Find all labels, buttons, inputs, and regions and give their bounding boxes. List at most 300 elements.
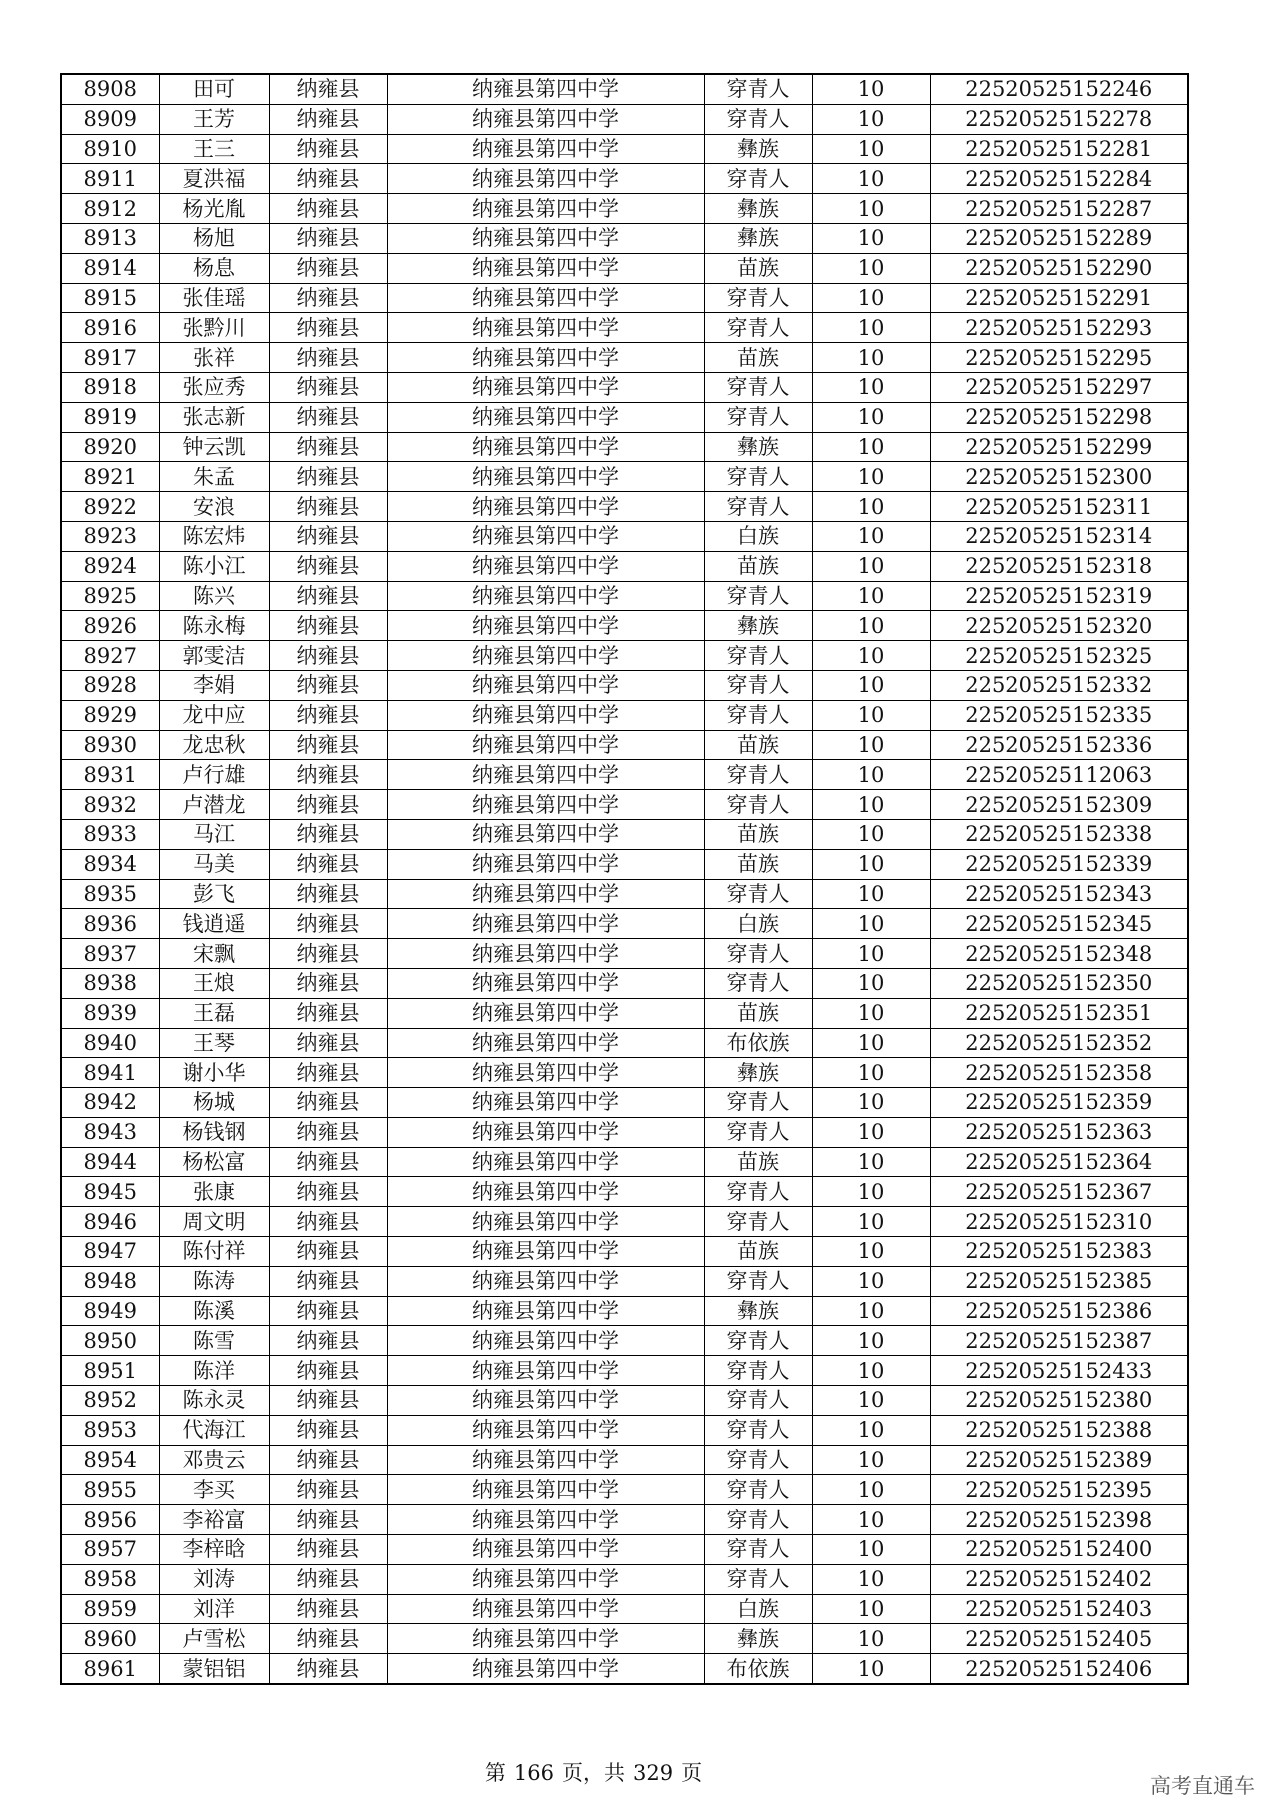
row-number-cell: 8917: [61, 343, 159, 373]
row-number-cell: 8943: [61, 1117, 159, 1147]
grade-cell: 10: [812, 1028, 930, 1058]
exam-id-cell: 22520525152386: [930, 1296, 1188, 1326]
table-row: [61, 909, 1188, 939]
student-name-cell: 李裕富: [159, 1505, 269, 1535]
exam-id-cell: 22520525152297: [930, 372, 1188, 402]
grade-cell: 10: [812, 283, 930, 313]
student-name-cell: 王三: [159, 134, 269, 164]
table-row: [61, 760, 1188, 790]
exam-id-cell: 22520525152332: [930, 670, 1188, 700]
ethnicity-cell: 彝族: [704, 1058, 812, 1088]
exam-id-cell: 22520525152359: [930, 1088, 1188, 1118]
ethnicity-cell: 苗族: [704, 819, 812, 849]
table-row: [61, 611, 1188, 641]
school-cell: 纳雍县第四中学: [387, 1505, 704, 1535]
ethnicity-cell: 穿青人: [704, 879, 812, 909]
ethnicity-cell: 穿青人: [704, 1088, 812, 1118]
county-cell: 纳雍县: [269, 104, 387, 134]
row-number-cell: 8936: [61, 909, 159, 939]
table-row: [61, 1147, 1188, 1177]
student-name-cell: 田可: [159, 74, 269, 104]
grade-cell: 10: [812, 1266, 930, 1296]
ethnicity-cell: 彝族: [704, 134, 812, 164]
county-cell: 纳雍县: [269, 432, 387, 462]
ethnicity-cell: 布依族: [704, 1028, 812, 1058]
exam-id-cell: 22520525152336: [930, 730, 1188, 760]
student-name-cell: 陈溪: [159, 1296, 269, 1326]
student-name-cell: 卢行雄: [159, 760, 269, 790]
ethnicity-cell: 苗族: [704, 730, 812, 760]
row-number-cell: 8913: [61, 223, 159, 253]
grade-cell: 10: [812, 730, 930, 760]
county-cell: 纳雍县: [269, 1028, 387, 1058]
school-cell: 纳雍县第四中学: [387, 372, 704, 402]
school-cell: 纳雍县第四中学: [387, 1177, 704, 1207]
student-name-cell: 钟云凯: [159, 432, 269, 462]
row-number-cell: 8909: [61, 104, 159, 134]
ethnicity-cell: 彝族: [704, 223, 812, 253]
student-name-cell: 张佳瑶: [159, 283, 269, 313]
student-name-cell: 安浪: [159, 492, 269, 522]
ethnicity-cell: 穿青人: [704, 1207, 812, 1237]
exam-id-cell: 22520525152350: [930, 968, 1188, 998]
grade-cell: 10: [812, 432, 930, 462]
row-number-cell: 8914: [61, 253, 159, 283]
grade-cell: 10: [812, 790, 930, 820]
exam-id-cell: 22520525152402: [930, 1564, 1188, 1594]
student-name-cell: 王烺: [159, 968, 269, 998]
exam-id-cell: 22520525152311: [930, 492, 1188, 522]
ethnicity-cell: 穿青人: [704, 1475, 812, 1505]
school-cell: 纳雍县第四中学: [387, 790, 704, 820]
grade-cell: 10: [812, 1177, 930, 1207]
ethnicity-cell: 白族: [704, 1594, 812, 1624]
table-row: [61, 849, 1188, 879]
footer-mid: 页，共: [562, 1761, 625, 1785]
row-number-cell: 8930: [61, 730, 159, 760]
county-cell: 纳雍县: [269, 1505, 387, 1535]
exam-id-cell: 22520525152295: [930, 343, 1188, 373]
exam-id-cell: 22520525152291: [930, 283, 1188, 313]
school-cell: 纳雍县第四中学: [387, 1058, 704, 1088]
exam-id-cell: 22520525152278: [930, 104, 1188, 134]
county-cell: 纳雍县: [269, 641, 387, 671]
school-cell: 纳雍县第四中学: [387, 730, 704, 760]
student-name-cell: 王芳: [159, 104, 269, 134]
student-name-cell: 杨息: [159, 253, 269, 283]
county-cell: 纳雍县: [269, 1058, 387, 1088]
school-cell: 纳雍县第四中学: [387, 1088, 704, 1118]
ethnicity-cell: 穿青人: [704, 581, 812, 611]
row-number-cell: 8956: [61, 1505, 159, 1535]
row-number-cell: 8934: [61, 849, 159, 879]
school-cell: 纳雍县第四中学: [387, 819, 704, 849]
student-name-cell: 杨旭: [159, 223, 269, 253]
school-cell: 纳雍县第四中学: [387, 1266, 704, 1296]
row-number-cell: 8926: [61, 611, 159, 641]
school-cell: 纳雍县第四中学: [387, 432, 704, 462]
row-number-cell: 8935: [61, 879, 159, 909]
student-name-cell: 朱孟: [159, 462, 269, 492]
student-name-cell: 陈洋: [159, 1356, 269, 1386]
ethnicity-cell: 穿青人: [704, 670, 812, 700]
ethnicity-cell: 穿青人: [704, 313, 812, 343]
ethnicity-cell: 穿青人: [704, 1356, 812, 1386]
grade-cell: 10: [812, 1415, 930, 1445]
county-cell: 纳雍县: [269, 790, 387, 820]
grade-cell: 10: [812, 372, 930, 402]
ethnicity-cell: 穿青人: [704, 1445, 812, 1475]
school-cell: 纳雍县第四中学: [387, 1326, 704, 1356]
ethnicity-cell: 苗族: [704, 849, 812, 879]
table-row: [61, 134, 1188, 164]
exam-id-cell: 22520525152287: [930, 194, 1188, 224]
row-number-cell: 8946: [61, 1207, 159, 1237]
grade-cell: 10: [812, 253, 930, 283]
county-cell: 纳雍县: [269, 372, 387, 402]
ethnicity-cell: 苗族: [704, 551, 812, 581]
student-name-cell: 谢小华: [159, 1058, 269, 1088]
county-cell: 纳雍县: [269, 1594, 387, 1624]
row-number-cell: 8932: [61, 790, 159, 820]
exam-id-cell: 22520525152281: [930, 134, 1188, 164]
grade-cell: 10: [812, 104, 930, 134]
county-cell: 纳雍县: [269, 1654, 387, 1684]
school-cell: 纳雍县第四中学: [387, 670, 704, 700]
county-cell: 纳雍县: [269, 1147, 387, 1177]
grade-cell: 10: [812, 1475, 930, 1505]
exam-id-cell: 22520525152319: [930, 581, 1188, 611]
exam-id-cell: 22520525112063: [930, 760, 1188, 790]
student-name-cell: 杨光胤: [159, 194, 269, 224]
student-name-cell: 刘洋: [159, 1594, 269, 1624]
row-number-cell: 8944: [61, 1147, 159, 1177]
ethnicity-cell: 穿青人: [704, 641, 812, 671]
school-cell: 纳雍县第四中学: [387, 998, 704, 1028]
grade-cell: 10: [812, 819, 930, 849]
row-number-cell: 8947: [61, 1237, 159, 1267]
row-number-cell: 8942: [61, 1088, 159, 1118]
grade-cell: 10: [812, 611, 930, 641]
school-cell: 纳雍县第四中学: [387, 74, 704, 104]
row-number-cell: 8924: [61, 551, 159, 581]
table-row: [61, 1415, 1188, 1445]
county-cell: 纳雍县: [269, 1237, 387, 1267]
table-row: [61, 1296, 1188, 1326]
table-row: [61, 670, 1188, 700]
student-name-cell: 张祥: [159, 343, 269, 373]
table-row: [61, 223, 1188, 253]
exam-id-cell: 22520525152403: [930, 1594, 1188, 1624]
footer-prefix: 第: [484, 1761, 506, 1785]
county-cell: 纳雍县: [269, 1177, 387, 1207]
grade-cell: 10: [812, 700, 930, 730]
county-cell: 纳雍县: [269, 968, 387, 998]
student-name-cell: 龙忠秋: [159, 730, 269, 760]
row-number-cell: 8938: [61, 968, 159, 998]
exam-id-cell: 22520525152314: [930, 521, 1188, 551]
county-cell: 纳雍县: [269, 253, 387, 283]
grade-cell: 10: [812, 1654, 930, 1684]
county-cell: 纳雍县: [269, 1445, 387, 1475]
school-cell: 纳雍县第四中学: [387, 1415, 704, 1445]
row-number-cell: 8925: [61, 581, 159, 611]
grade-cell: 10: [812, 492, 930, 522]
school-cell: 纳雍县第四中学: [387, 1535, 704, 1565]
exam-id-cell: 22520525152298: [930, 402, 1188, 432]
school-cell: 纳雍县第四中学: [387, 343, 704, 373]
table-row: [61, 790, 1188, 820]
row-number-cell: 8929: [61, 700, 159, 730]
county-cell: 纳雍县: [269, 1356, 387, 1386]
county-cell: 纳雍县: [269, 1088, 387, 1118]
table-row: [61, 1088, 1188, 1118]
grade-cell: 10: [812, 849, 930, 879]
table-row: [61, 104, 1188, 134]
school-cell: 纳雍县第四中学: [387, 1296, 704, 1326]
school-cell: 纳雍县第四中学: [387, 164, 704, 194]
row-number-cell: 8922: [61, 492, 159, 522]
county-cell: 纳雍县: [269, 1535, 387, 1565]
student-name-cell: 卢潜龙: [159, 790, 269, 820]
county-cell: 纳雍县: [269, 581, 387, 611]
exam-id-cell: 22520525152246: [930, 74, 1188, 104]
school-cell: 纳雍县第四中学: [387, 611, 704, 641]
table-row: [61, 1058, 1188, 1088]
row-number-cell: 8915: [61, 283, 159, 313]
county-cell: 纳雍县: [269, 939, 387, 969]
school-cell: 纳雍县第四中学: [387, 1147, 704, 1177]
grade-cell: 10: [812, 134, 930, 164]
county-cell: 纳雍县: [269, 819, 387, 849]
table-row: [61, 551, 1188, 581]
row-number-cell: 8931: [61, 760, 159, 790]
county-cell: 纳雍县: [269, 1475, 387, 1505]
student-name-cell: 宋飘: [159, 939, 269, 969]
county-cell: 纳雍县: [269, 223, 387, 253]
school-cell: 纳雍县第四中学: [387, 1564, 704, 1594]
table-row: [61, 641, 1188, 671]
school-cell: 纳雍县第四中学: [387, 1117, 704, 1147]
ethnicity-cell: 布依族: [704, 1654, 812, 1684]
exam-id-cell: 22520525152395: [930, 1475, 1188, 1505]
grade-cell: 10: [812, 1207, 930, 1237]
school-cell: 纳雍县第四中学: [387, 879, 704, 909]
row-number-cell: 8921: [61, 462, 159, 492]
grade-cell: 10: [812, 1535, 930, 1565]
school-cell: 纳雍县第四中学: [387, 641, 704, 671]
table-row: [61, 939, 1188, 969]
exam-id-cell: 22520525152364: [930, 1147, 1188, 1177]
table-row: [61, 194, 1188, 224]
student-name-cell: 彭飞: [159, 879, 269, 909]
table-row: [61, 730, 1188, 760]
grade-cell: 10: [812, 1594, 930, 1624]
row-number-cell: 8949: [61, 1296, 159, 1326]
grade-cell: 10: [812, 1058, 930, 1088]
county-cell: 纳雍县: [269, 730, 387, 760]
table-row: [61, 998, 1188, 1028]
exam-id-cell: 22520525152433: [930, 1356, 1188, 1386]
exam-id-cell: 22520525152385: [930, 1266, 1188, 1296]
exam-id-cell: 22520525152310: [930, 1207, 1188, 1237]
row-number-cell: 8959: [61, 1594, 159, 1624]
row-number-cell: 8940: [61, 1028, 159, 1058]
grade-cell: 10: [812, 968, 930, 998]
row-number-cell: 8948: [61, 1266, 159, 1296]
exam-id-cell: 22520525152405: [930, 1624, 1188, 1654]
table-row: [61, 74, 1188, 104]
grade-cell: 10: [812, 1445, 930, 1475]
table-row: [61, 1237, 1188, 1267]
table-row: [61, 402, 1188, 432]
ethnicity-cell: 穿青人: [704, 1266, 812, 1296]
school-cell: 纳雍县第四中学: [387, 283, 704, 313]
county-cell: 纳雍县: [269, 521, 387, 551]
exam-id-cell: 22520525152389: [930, 1445, 1188, 1475]
grade-cell: 10: [812, 879, 930, 909]
row-number-cell: 8908: [61, 74, 159, 104]
exam-id-cell: 22520525152300: [930, 462, 1188, 492]
grade-cell: 10: [812, 223, 930, 253]
county-cell: 纳雍县: [269, 402, 387, 432]
school-cell: 纳雍县第四中学: [387, 551, 704, 581]
grade-cell: 10: [812, 402, 930, 432]
student-name-cell: 李买: [159, 1475, 269, 1505]
exam-id-cell: 22520525152380: [930, 1386, 1188, 1416]
county-cell: 纳雍县: [269, 492, 387, 522]
row-number-cell: 8952: [61, 1386, 159, 1416]
ethnicity-cell: 彝族: [704, 432, 812, 462]
grade-cell: 10: [812, 670, 930, 700]
grade-cell: 10: [812, 909, 930, 939]
grade-cell: 10: [812, 1326, 930, 1356]
county-cell: 纳雍县: [269, 1564, 387, 1594]
table-row: [61, 164, 1188, 194]
county-cell: 纳雍县: [269, 1207, 387, 1237]
school-cell: 纳雍县第四中学: [387, 104, 704, 134]
grade-cell: 10: [812, 760, 930, 790]
ethnicity-cell: 白族: [704, 521, 812, 551]
row-number-cell: 8954: [61, 1445, 159, 1475]
table-row: [61, 968, 1188, 998]
ethnicity-cell: 穿青人: [704, 939, 812, 969]
student-name-cell: 张康: [159, 1177, 269, 1207]
table-row: [61, 432, 1188, 462]
table-row: [61, 700, 1188, 730]
student-name-cell: 王磊: [159, 998, 269, 1028]
row-number-cell: 8928: [61, 670, 159, 700]
row-number-cell: 8939: [61, 998, 159, 1028]
row-number-cell: 8927: [61, 641, 159, 671]
school-cell: 纳雍县第四中学: [387, 462, 704, 492]
table-row: [61, 1594, 1188, 1624]
table-row: [61, 1564, 1188, 1594]
student-name-cell: 邓贵云: [159, 1445, 269, 1475]
table-row: [61, 1475, 1188, 1505]
grade-cell: 10: [812, 164, 930, 194]
ethnicity-cell: 穿青人: [704, 1326, 812, 1356]
ethnicity-cell: 苗族: [704, 1237, 812, 1267]
county-cell: 纳雍县: [269, 134, 387, 164]
ethnicity-cell: 穿青人: [704, 74, 812, 104]
table-row: [61, 492, 1188, 522]
student-name-cell: 马江: [159, 819, 269, 849]
student-name-cell: 代海江: [159, 1415, 269, 1445]
table-row: [61, 1266, 1188, 1296]
ethnicity-cell: 苗族: [704, 998, 812, 1028]
student-name-cell: 陈涛: [159, 1266, 269, 1296]
grade-cell: 10: [812, 1356, 930, 1386]
student-name-cell: 周文明: [159, 1207, 269, 1237]
grade-cell: 10: [812, 1386, 930, 1416]
exam-id-cell: 22520525152351: [930, 998, 1188, 1028]
watermark: 高考直通车: [1150, 1774, 1255, 1798]
student-name-cell: 李梓晗: [159, 1535, 269, 1565]
student-name-cell: 刘涛: [159, 1564, 269, 1594]
ethnicity-cell: 穿青人: [704, 372, 812, 402]
county-cell: 纳雍县: [269, 998, 387, 1028]
ethnicity-cell: 彝族: [704, 1624, 812, 1654]
county-cell: 纳雍县: [269, 700, 387, 730]
exam-id-cell: 22520525152398: [930, 1505, 1188, 1535]
table-row: [61, 283, 1188, 313]
school-cell: 纳雍县第四中学: [387, 909, 704, 939]
student-name-cell: 陈小江: [159, 551, 269, 581]
row-number-cell: 8916: [61, 313, 159, 343]
row-number-cell: 8951: [61, 1356, 159, 1386]
school-cell: 纳雍县第四中学: [387, 402, 704, 432]
row-number-cell: 8933: [61, 819, 159, 849]
ethnicity-cell: 苗族: [704, 253, 812, 283]
school-cell: 纳雍县第四中学: [387, 700, 704, 730]
row-number-cell: 8937: [61, 939, 159, 969]
county-cell: 纳雍县: [269, 462, 387, 492]
grade-cell: 10: [812, 1296, 930, 1326]
school-cell: 纳雍县第四中学: [387, 968, 704, 998]
exam-id-cell: 22520525152339: [930, 849, 1188, 879]
student-name-cell: 陈付祥: [159, 1237, 269, 1267]
county-cell: 纳雍县: [269, 1266, 387, 1296]
county-cell: 纳雍县: [269, 611, 387, 641]
school-cell: 纳雍县第四中学: [387, 1356, 704, 1386]
ethnicity-cell: 苗族: [704, 1147, 812, 1177]
student-name-cell: 陈雪: [159, 1326, 269, 1356]
grade-cell: 10: [812, 313, 930, 343]
student-name-cell: 张黔川: [159, 313, 269, 343]
grade-cell: 10: [812, 998, 930, 1028]
county-cell: 纳雍县: [269, 313, 387, 343]
county-cell: 纳雍县: [269, 74, 387, 104]
grade-cell: 10: [812, 74, 930, 104]
county-cell: 纳雍县: [269, 1296, 387, 1326]
school-cell: 纳雍县第四中学: [387, 194, 704, 224]
student-name-cell: 杨城: [159, 1088, 269, 1118]
row-number-cell: 8912: [61, 194, 159, 224]
county-cell: 纳雍县: [269, 1117, 387, 1147]
table-row: [61, 313, 1188, 343]
grade-cell: 10: [812, 641, 930, 671]
county-cell: 纳雍县: [269, 164, 387, 194]
county-cell: 纳雍县: [269, 1624, 387, 1654]
student-name-cell: 卢雪松: [159, 1624, 269, 1654]
ethnicity-cell: 彝族: [704, 611, 812, 641]
ethnicity-cell: 穿青人: [704, 104, 812, 134]
row-number-cell: 8957: [61, 1535, 159, 1565]
ethnicity-cell: 苗族: [704, 343, 812, 373]
table-row: [61, 1386, 1188, 1416]
ethnicity-cell: 彝族: [704, 1296, 812, 1326]
